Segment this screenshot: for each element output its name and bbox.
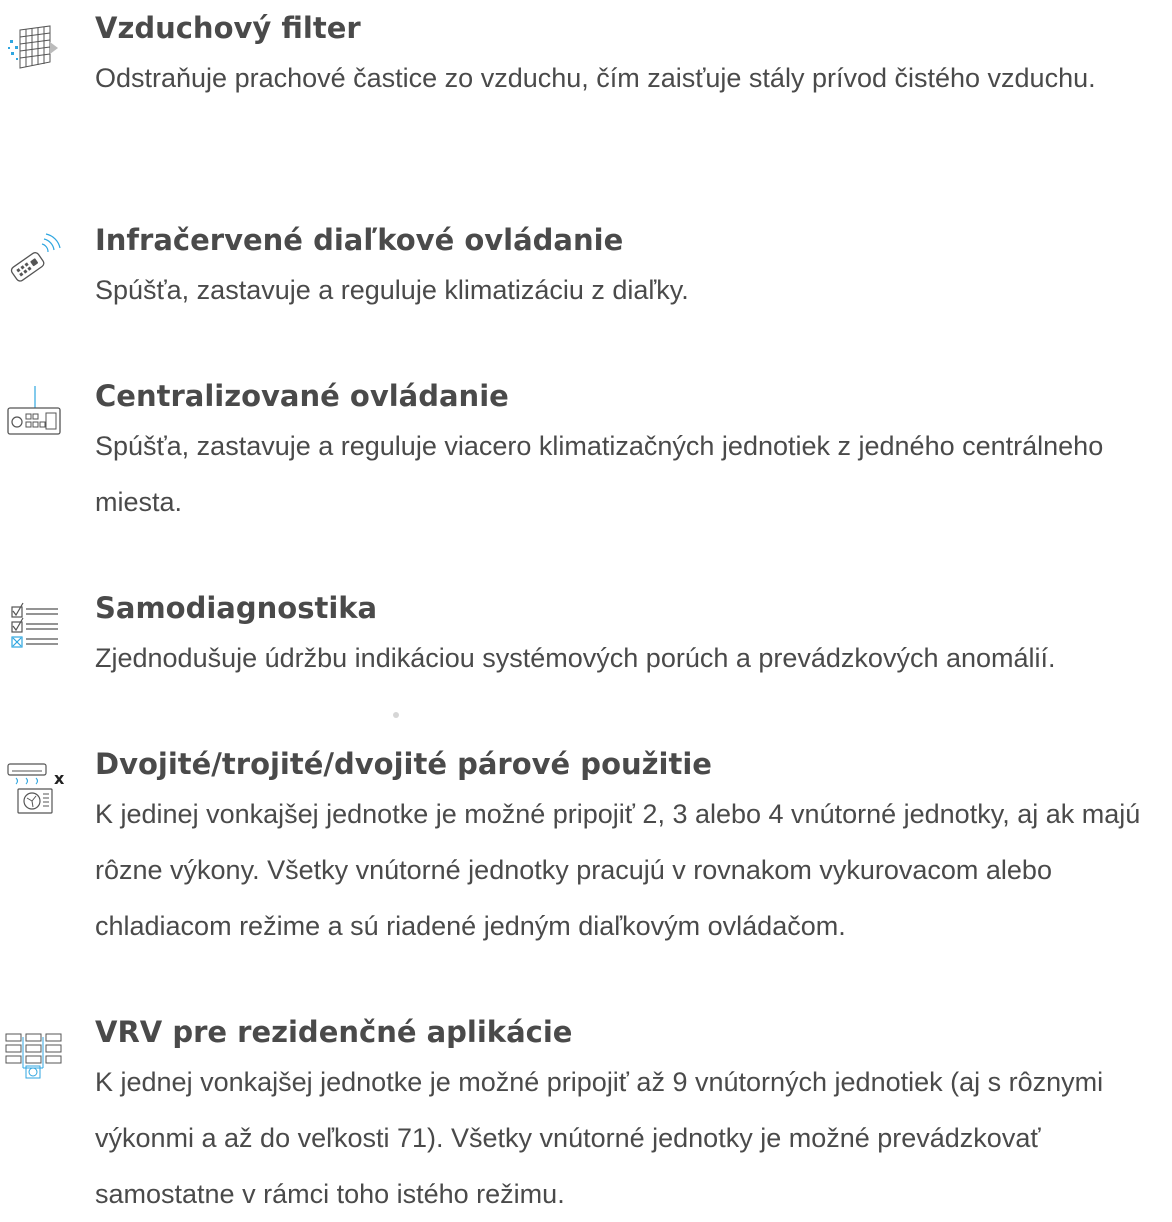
feature-title: Centralizované ovládanie	[95, 379, 509, 413]
feature-description: K jedinej vonkajšej jednotke je možné pripojiť 2, 3 alebo 4 vnútorné jednotky, aj ak majú rôzne výkony. Všetky vnútorné jednotky pracujú v rovnakom vykurovacom alebo chladiacom režime a sú riadené jedným diaľkovým ovládačom.	[95, 799, 1141, 941]
self-diagnosis-checklist-icon	[2, 600, 66, 652]
multi-split-icon	[2, 756, 66, 818]
feature-description: Odstraňuje prachové častice zo vzduchu, čím zaisťuje stály prívod čistého vzduchu.	[95, 63, 1096, 93]
feature-description: Zjednodušuje údržbu indikáciou systémových porúch a prevádzkových anomálií.	[95, 643, 1056, 673]
vrv-residential-icon	[2, 1026, 66, 1082]
infrared-remote-icon	[2, 230, 66, 292]
feature-description: K jednej vonkajšej jednotke je možné pripojiť až 9 vnútorných jednotiek (aj s rôznymi výkonmi a až do veľkosti 71). Všetky vnútorné jednotky je možné prevádzkovať samostatne v rámci toho istého režimu.	[95, 1067, 1104, 1209]
feature-title: Vzduchový filter	[95, 11, 361, 45]
feature-title: Samodiagnostika	[95, 591, 378, 625]
air-filter-icon	[2, 22, 66, 76]
feature-title: Infračervené diaľkové ovládanie	[95, 223, 624, 257]
feature-description: Spúšťa, zastavuje a reguluje viacero klimatizačných jednotiek z jedného centrálneho miesta.	[95, 431, 1104, 517]
central-controller-icon	[2, 384, 66, 438]
feature-description: Spúšťa, zastavuje a reguluje klimatizáciu z diaľky.	[95, 275, 689, 305]
multiplier-label: x	[54, 769, 65, 788]
feature-title: VRV pre rezidenčné aplikácie	[95, 1015, 573, 1049]
feature-title: Dvojité/trojité/dvojité párové použitie	[95, 747, 712, 781]
decorative-dot	[393, 712, 399, 718]
